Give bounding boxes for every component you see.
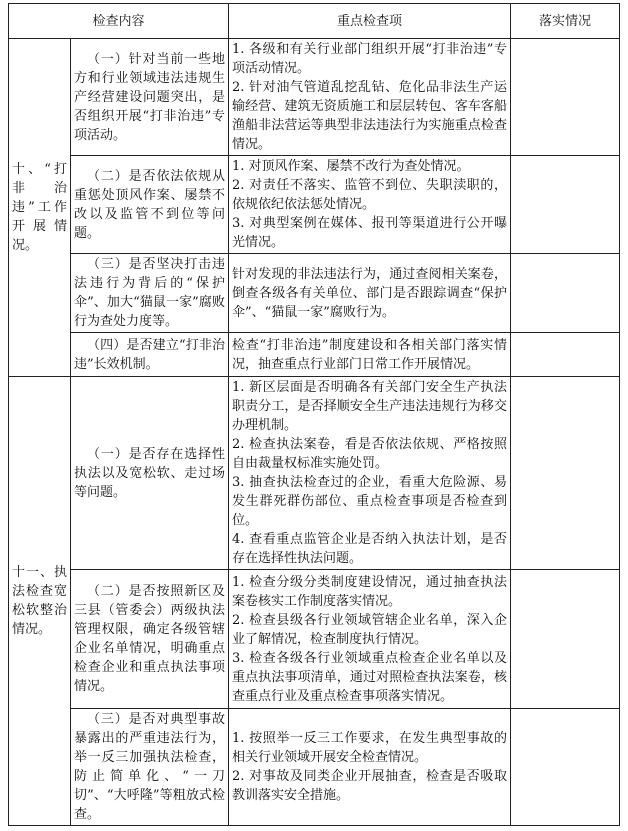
check-line: 2. 检查执法案卷，看是否依法依规、严格按照自由裁量权标准实施处罚。 bbox=[232, 437, 508, 471]
header-content: 检查内容 bbox=[9, 4, 229, 39]
table-row bbox=[9, 377, 620, 570]
check-line: 检查“打非治违”制度建设和各相关部门落实情况，抽查重点行业部门日常工作开展情况。 bbox=[232, 337, 508, 372]
section-11-item-1: （一）是否存在选择性执法以及宽松软、走过场等问题。 bbox=[71, 377, 229, 570]
check-line: 2. 对责任不落实、监管不到位、失职渎职的，依规依纪依法惩处情况。 bbox=[232, 178, 508, 212]
section-11-item-1-checks bbox=[229, 377, 511, 570]
status-cell bbox=[511, 254, 620, 333]
header-status: 落实情况 bbox=[511, 4, 620, 39]
inspection-table bbox=[8, 3, 620, 826]
header-row bbox=[9, 4, 620, 39]
check-line: 2. 针对油气管道乱挖乱钻、危化品非法生产运输经营、建筑无资质施工和层层转包、客车客船渔船非法营运等典型非法违法行为实施重点检查情况。 bbox=[232, 80, 508, 152]
header-key-items: 重点检查项 bbox=[229, 4, 511, 39]
section-10-item-4-checks bbox=[229, 333, 511, 377]
section-10-item-1: （一）针对当前一些地方和行业领域违法违规生产经营建设问题突出，是否组织开展“打非治违”专项活动。 bbox=[71, 39, 229, 156]
check-line: 2. 检查县级各行业领域管辖企业名单，深入企业了解情况，检查制度执行情况。 bbox=[232, 612, 508, 647]
check-line: 1. 各级和有关行业部门组织开展“打非治违”专项活动情况。 bbox=[232, 42, 508, 76]
section-10-item-2-checks bbox=[229, 156, 511, 254]
check-line: 3. 抽查执法检查过的企业，看重大危险源、易发生群死群伤部位、重点检查事项是否检查到位。 bbox=[232, 475, 508, 528]
check-line: 4. 查看重点监管企业是否纳入执法计划，是否存在选择性执法问题。 bbox=[232, 532, 508, 566]
table-row bbox=[9, 333, 620, 377]
table-row bbox=[9, 156, 620, 254]
section-10-item-1-checks bbox=[229, 39, 511, 156]
section-10-item-4: （四）是否建立“打非治违”长效机制。 bbox=[71, 333, 229, 377]
check-line: 针对发现的非法违法行为，通过查阅相关案卷，倒查各级各有关单位、部门是否跟踪调查“保护伞”、“猫鼠一家”腐败行为。 bbox=[232, 266, 508, 320]
status-cell bbox=[511, 156, 620, 254]
section-10-item-3-checks bbox=[229, 254, 511, 333]
status-cell bbox=[511, 709, 620, 826]
check-line: 1. 新区层面是否明确各有关部门安全生产执法职责分工，是否择顺安全生产违法违规行为移交办理机制。 bbox=[232, 380, 508, 433]
status-cell bbox=[511, 377, 620, 570]
section-10-item-3: （三）是否坚决打击违法违行为背后的“保护伞”、加大“猫鼠一家”腐败行为查处力度等。 bbox=[71, 254, 229, 333]
section-11-item-3-checks bbox=[229, 709, 511, 826]
check-line: 1. 按照举一反三工作要求，在发生典型事故的相关行业领域开展安全检查情况。 bbox=[232, 731, 508, 765]
status-cell bbox=[511, 570, 620, 709]
status-cell bbox=[511, 333, 620, 377]
section-11-item-2-checks bbox=[229, 570, 511, 709]
section-10-category: 十、“打非治违”工作开展情况。 bbox=[9, 39, 71, 377]
section-11-item-2: （二）是否按照新区及三县（管委会）两级执法管理权限，确定各级管辖企业名单情况，明确重点检查企业和重点执法事项情况。 bbox=[71, 570, 229, 709]
check-line: 2. 对事故及同类企业开展抽查，检查是否吸取教训落实安全措施。 bbox=[232, 769, 508, 803]
table-row bbox=[9, 570, 620, 709]
status-cell bbox=[511, 39, 620, 156]
check-line: 1. 对顶风作案、屡禁不改行为查处情况。 bbox=[232, 159, 470, 174]
check-line: 1. 检查分级分类制度建设情况，通过抽查执法案卷核实工作制度落实情况。 bbox=[232, 574, 508, 609]
section-11-category: 十一、执法检查宽松软整治情况。 bbox=[9, 377, 71, 826]
section-10-item-2: （二）是否依法依规从重惩处顶风作案、屡禁不改以及监管不到位等问题。 bbox=[71, 156, 229, 254]
check-line: 3. 对典型案例在媒体、报刊等渠道进行公开曝光情况。 bbox=[232, 216, 508, 250]
section-11-item-3: （三）是否对典型事故暴露出的严重违法行为，举一反三加强执法检查，防止简单化、“一刀切”、“大呼隆”等粗放式检查。 bbox=[71, 709, 229, 826]
table-row bbox=[9, 709, 620, 826]
table-row bbox=[9, 39, 620, 156]
check-line: 3. 检查各级各行业领域重点检查企业名单以及重点执法事项清单，通过对照检查执法案卷，核查重点行业及重点检查事项落实情况。 bbox=[232, 650, 508, 704]
table-row bbox=[9, 254, 620, 333]
